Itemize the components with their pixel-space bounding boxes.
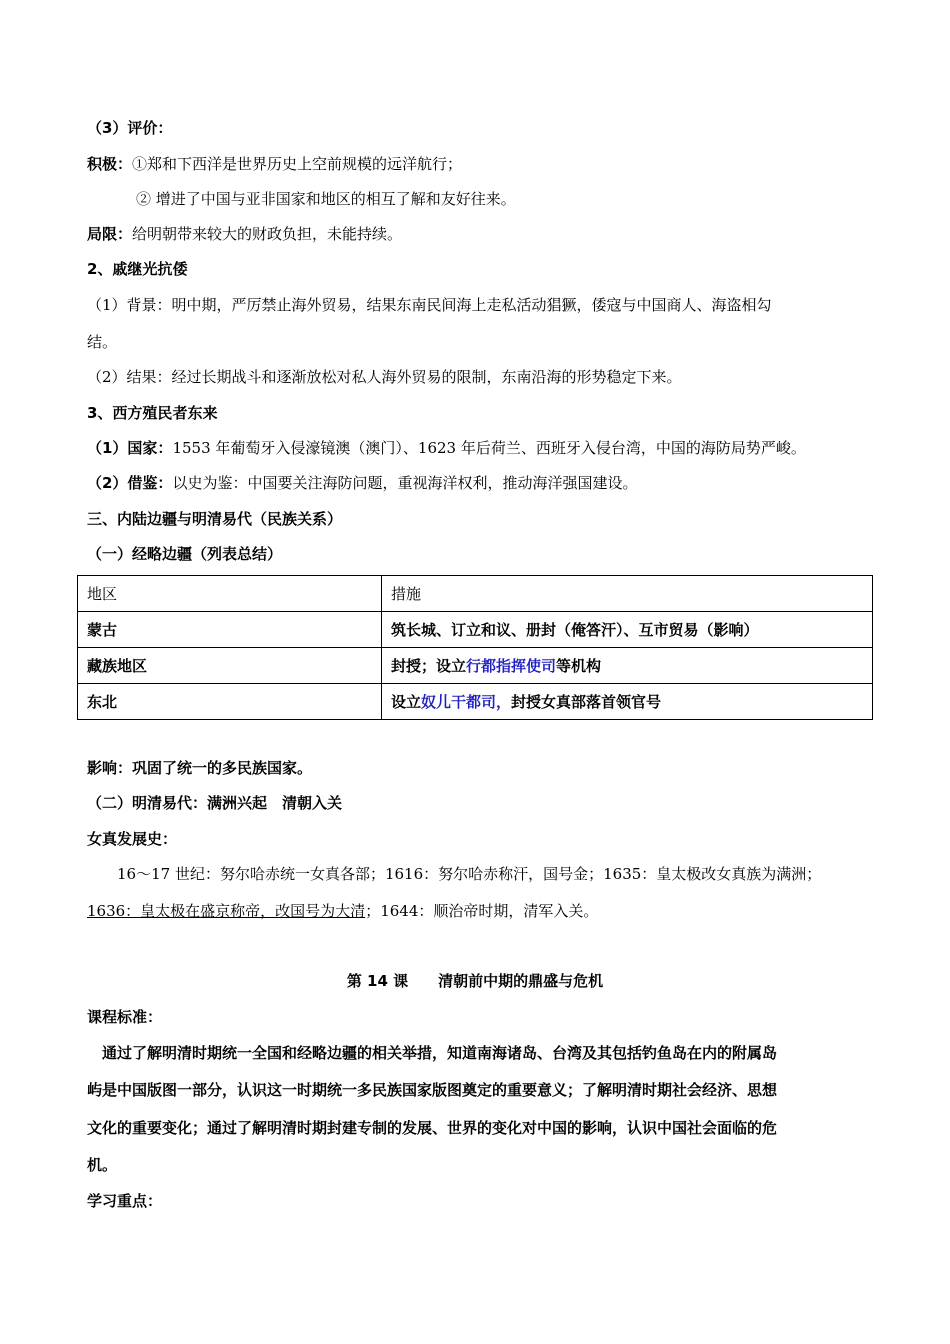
limitation-text: 给明朝带来较大的财政负担，未能持续。 [132, 225, 403, 243]
nuzhen-title: 女真发展史： [87, 830, 178, 848]
positive-line-1 [87, 154, 462, 174]
country-line [87, 438, 806, 458]
cell-region: 东北 [78, 684, 382, 720]
lesson-text: 以史为鉴：中国要关注海防问题，重视海洋权利，推动海洋强国建设。 [172, 474, 638, 492]
limitation-line [87, 224, 402, 244]
lesson-label: （2）借鉴： [87, 474, 173, 492]
qi-background-line-1: （1）背景：明中期，严厉禁止海外贸易，结果东南民间海上走私活动猖獗，倭寇与中国商人、海盗相勾 [87, 296, 772, 314]
curriculum-standard-label: 课程标准： [87, 1008, 163, 1026]
header-region: 地区 [78, 576, 382, 612]
measure-highlight: 行都指挥使司 [466, 657, 557, 675]
ming-qing-transition-subtitle: （二）明清易代：满洲兴起 清朝入关 [87, 794, 343, 812]
lesson-line [87, 473, 637, 493]
positive-line-2: ② 增进了中国与亚非国家和地区的相互了解和友好往来。 [136, 190, 516, 208]
header-measures: 措施 [382, 576, 873, 612]
country-text: 1553 年葡萄牙入侵濠镜澳（澳门）、1623 年后荷兰、西班牙入侵台湾，中国的海防局势严峻。 [172, 439, 806, 457]
country-label: （1）国家： [87, 439, 173, 457]
nuzhen-line-1: 16～17 世纪：努尔哈赤统一女真各部；1616：努尔哈赤称汗，国号金；1635：皇太极改女真族为满洲； [117, 865, 822, 883]
frontier-table [77, 575, 873, 720]
western-colonists-title: 3、西方殖民者东来 [87, 404, 218, 422]
measure-highlight: 奴儿干都司， [421, 693, 512, 711]
cell-region: 藏族地区 [78, 648, 382, 684]
measure-text: 设立 [391, 693, 422, 711]
qi-background-line-2: 结。 [87, 333, 118, 351]
measure-text: 筑长城、订立和议、册封（俺答汗）、互市贸易（影响） [391, 621, 759, 639]
limitation-label: 局限： [87, 225, 133, 243]
table-row [78, 684, 873, 720]
measure-text-tail: 等机构 [556, 657, 602, 675]
qi-jiguang-title: 2、戚继光抗倭 [87, 260, 188, 278]
section-evaluation-title: （3）评价： [87, 119, 173, 137]
lesson14-title: 第 14 课 清朝前中期的鼎盛与危机 [346, 972, 604, 990]
table-row [78, 612, 873, 648]
positive-label: 积极： [87, 155, 133, 173]
positive-text-1: ①郑和下西洋是世界历史上空前规模的远洋航行； [132, 155, 463, 173]
measure-text: 封授；设立 [391, 657, 467, 675]
cell-measures [382, 648, 873, 684]
table-row [78, 648, 873, 684]
standard-line-1: 通过了解明清时期统一全国和经略边疆的相关举措，知道南海诸岛、台湾及其包括钓鱼岛在内的附属岛 [87, 1044, 778, 1062]
qi-result-line: （2）结果：经过长期战斗和逐渐放松对私人海外贸易的限制，东南沿海的形势稳定下来。 [87, 368, 682, 386]
nuzhen-underlined: 1636：皇太极在盛京称帝，改国号为大清 [87, 902, 366, 920]
cell-measures [382, 612, 873, 648]
part3-title: 三、内陆边疆与明清易代（民族关系） [87, 510, 343, 528]
nuzhen-line-2 [87, 901, 598, 921]
impact-line: 影响：巩固了统一的多民族国家。 [87, 759, 313, 777]
standard-line-3: 文化的重要变化；通过了解明清时期封建专制的发展、世界的变化对中国的影响，认识中国社会面临的危 [87, 1119, 778, 1137]
cell-region: 蒙古 [78, 612, 382, 648]
standard-line-2: 屿是中国版图一部分，认识这一时期统一多民族国家版图奠定的重要意义；了解明清时期社会经济、思想 [87, 1081, 778, 1099]
standard-line-4: 机。 [87, 1156, 118, 1174]
table-header-row [78, 576, 873, 612]
measure-text-tail: 封授女真部落首领官号 [511, 693, 662, 711]
nuzhen-rest: ；1644：顺治帝时期，清军入关。 [365, 902, 599, 920]
frontier-subtitle: （一）经略边疆（列表总结） [87, 545, 283, 563]
cell-measures [382, 684, 873, 720]
study-focus-label: 学习重点： [87, 1192, 163, 1210]
